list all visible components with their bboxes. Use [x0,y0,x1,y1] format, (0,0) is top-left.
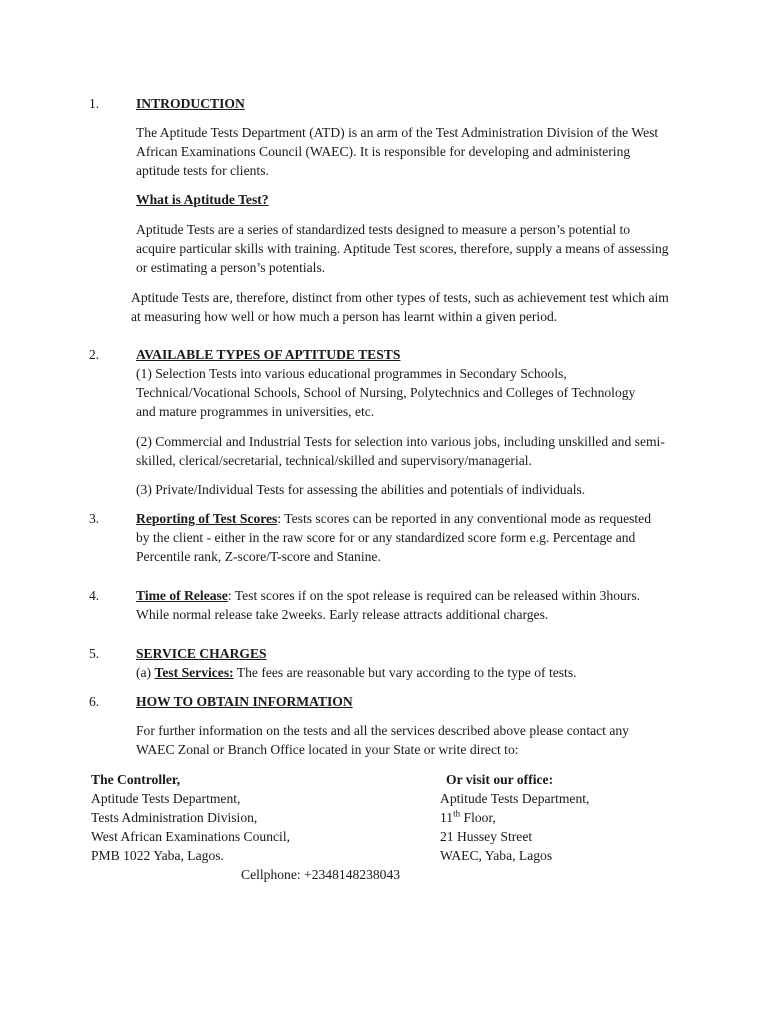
section-heading-introduction: INTRODUCTION [136,96,245,111]
service-item-prefix: (a) [136,665,155,680]
release-paragraph [136,586,656,624]
release-heading: Time of Release [136,588,228,603]
test-type-item-1: (1) Selection Tests into various educational programmes in Secondary Schools, Technical/Vocational Schools, School of Nursing, Polytechnics and Colleges of Technology and mature programmes in universities, etc. [136,366,636,419]
section-number: 5. [89,646,100,661]
controller-title: The Controller, [91,772,181,787]
intro-paragraph: The Aptitude Tests Department (ATD) is an arm of the Test Administration Division of the West African Examinations Council (WAEC). It is responsible for developing and administering aptitude tests for clients. [136,125,659,178]
office-address-line: Aptitude Tests Department, [440,791,590,806]
reporting-heading: Reporting of Test Scores [136,511,278,526]
contact-instruction-paragraph: For further information on the tests and all the services described above please contact any WAEC Zonal or Branch Office located in your State or write direct to: [136,723,629,757]
office-title: Or visit our office: [446,772,554,787]
section-number: 1. [89,96,100,111]
office-address-line: 21 Hussey Street [440,829,533,844]
controller-address-line: Aptitude Tests Department, [91,791,241,806]
section-heading-available-types: AVAILABLE TYPES OF APTITUDE TESTS [136,347,401,362]
floor-number: 11 [440,810,454,825]
definition-paragraph: Aptitude Tests are a series of standardized tests designed to measure a person’s potential to acquire particular skills with training. Aptitude Test scores, therefore, supply a means of assessing or estimating a person’s potentials. [136,222,669,275]
release-text: : Test scores if on the spot release is required can be released within 3hours. While normal release take 2weeks. Early release attracts additional charges. [136,588,641,622]
service-item-text: The fees are reasonable but vary according to the type of tests. [233,665,577,680]
controller-address-line: Tests Administration Division, [91,810,258,825]
floor-suffix: th [453,808,461,819]
office-floor-line [440,808,496,827]
section-heading-how-to-obtain: HOW TO OBTAIN INFORMATION [136,694,353,709]
test-type-item-2: (2) Commercial and Industrial Tests for selection into various jobs, including unskilled and semi-skilled, clerical/secretarial, technical/skilled and supervisory/managerial. [136,434,665,468]
section-number: 2. [89,347,100,362]
section-number: 3. [89,511,100,526]
controller-address-line: PMB 1022 Yaba, Lagos. [91,848,224,863]
section-heading-service-charges: SERVICE CHARGES [136,646,267,661]
floor-label: Floor, [460,810,496,825]
distinction-paragraph: Aptitude Tests are, therefore, distinct from other types of tests, such as achievement test which aim at measuring how well or how much a person has learnt within a given period. [131,290,669,324]
service-item [136,663,696,682]
reporting-paragraph [136,509,658,566]
office-address-line: WAEC, Yaba, Lagos [440,848,553,863]
reporting-text: : Tests scores can be reported in any conventional mode as requested by the client - either in the raw score for or any standardized score form e.g. Percentage and Percentile rank, Z-score/T-score and Stanine. [136,511,651,564]
service-item-label: Test Services: [154,665,234,680]
section-number: 4. [89,588,100,603]
controller-address-line: West African Examinations Council, [91,829,290,844]
section-number: 6. [89,694,100,709]
cellphone-number: Cellphone: +2348148238043 [241,867,401,882]
test-type-item-3: (3) Private/Individual Tests for assessing the abilities and potentials of individuals. [136,482,586,497]
subheading-what-is-aptitude-test: What is Aptitude Test? [136,192,269,207]
